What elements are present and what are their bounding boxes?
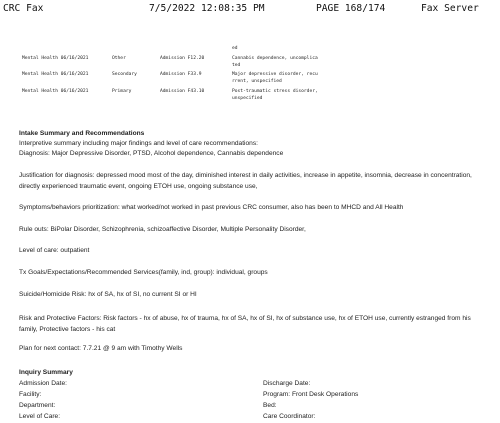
symptoms-text: Symptoms/behaviors prioritization: what worked/not worked in past previous CRC consumer, also has been to MHCD and All Health xyxy=(19,204,404,211)
fax-page: PAGE 168/174 xyxy=(316,3,386,14)
table-overflow-text: ed xyxy=(232,46,238,51)
fax-sender: CRC Fax xyxy=(3,3,44,14)
table-cell-code: Admission F43.10 xyxy=(160,89,205,94)
inquiry-heading: Inquiry Summary xyxy=(19,369,73,376)
level-of-care-text: Level of care: outpatient xyxy=(19,247,90,254)
table-cell-desc: Cannabis dependence, uncomplica xyxy=(232,56,318,61)
table-cell-desc: Major depressive disorder, recu xyxy=(232,72,318,77)
table-cell-code: Admission F33.9 xyxy=(160,72,202,77)
care-coordinator-label: Care Coordinator: xyxy=(263,413,316,420)
suicide-risk-text: Suicide/Homicide Risk: hx of SA, hx of SI, no current SI or HI xyxy=(19,291,197,298)
intake-heading: Intake Summary and Recommendations xyxy=(19,130,145,137)
tx-goals-text: Tx Goals/Expectations/Recommended Services(family, ind, group): individual, groups xyxy=(19,269,268,276)
level-of-care-label: Level of Care: xyxy=(19,413,61,420)
rule-outs-text: Rule outs: BiPolar Disorder, Schizophrenia, schizoaffective Disorder, Multiple Personality Disorder, xyxy=(19,226,306,233)
table-cell-type: Primary xyxy=(112,89,132,94)
table-cell-type: Secondary xyxy=(112,72,137,77)
table-cell-desc-cont: rrent, unspecified xyxy=(232,79,282,84)
program-label: Program: Front Desk Operations xyxy=(263,391,359,398)
table-cell-type: Other xyxy=(112,56,126,61)
table-cell-desc-cont: unspecified xyxy=(232,96,263,101)
interpretive-summary: Interpretive summary including major findings and level of care recommendations: xyxy=(19,140,258,147)
table-cell-code: Admission F12.20 xyxy=(160,56,205,61)
justification-text: Justification for diagnosis: depressed mood most of the day, diminished interest in daily activities, increase in appetite, insomnia, decrease in concentration, directly experienced traumatic event, ongoing ETOH use, ongoing substance use, xyxy=(19,172,472,190)
fax-server: Fax Server xyxy=(421,3,479,14)
bed-label: Bed: xyxy=(263,402,277,409)
table-cell-desc: Post-traumatic stress disorder, xyxy=(232,89,318,94)
risk-factors-text: Risk and Protective Factors: Risk factors - hx of abuse, hx of trauma, hx of SA, hx of SI, hx of substance use, hx of ETOH use, currently estranged from his family, Protective factors - his cat xyxy=(19,315,471,333)
fax-datetime: 7/5/2022 12:08:35 PM xyxy=(149,3,265,14)
table-cell-source: Mental Health 06/16/2021 xyxy=(22,72,89,77)
table-cell-desc-cont: ted xyxy=(232,63,241,68)
table-cell-source: Mental Health 06/16/2021 xyxy=(22,56,89,61)
diagnosis-text: Diagnosis: Major Depressive Disorder, PTSD, Alcohol dependence, Cannabis dependence xyxy=(19,150,284,157)
table-cell-source: Mental Health 06/16/2021 xyxy=(22,89,89,94)
discharge-date-label: Discharge Date: xyxy=(263,380,311,387)
plan-text: Plan for next contact: 7.7.21 @ 9 am with Timothy Wells xyxy=(19,345,183,352)
department-label: Department: xyxy=(19,402,56,409)
facility-label: Facility: xyxy=(19,391,42,398)
admission-date-label: Admission Date: xyxy=(19,380,68,387)
